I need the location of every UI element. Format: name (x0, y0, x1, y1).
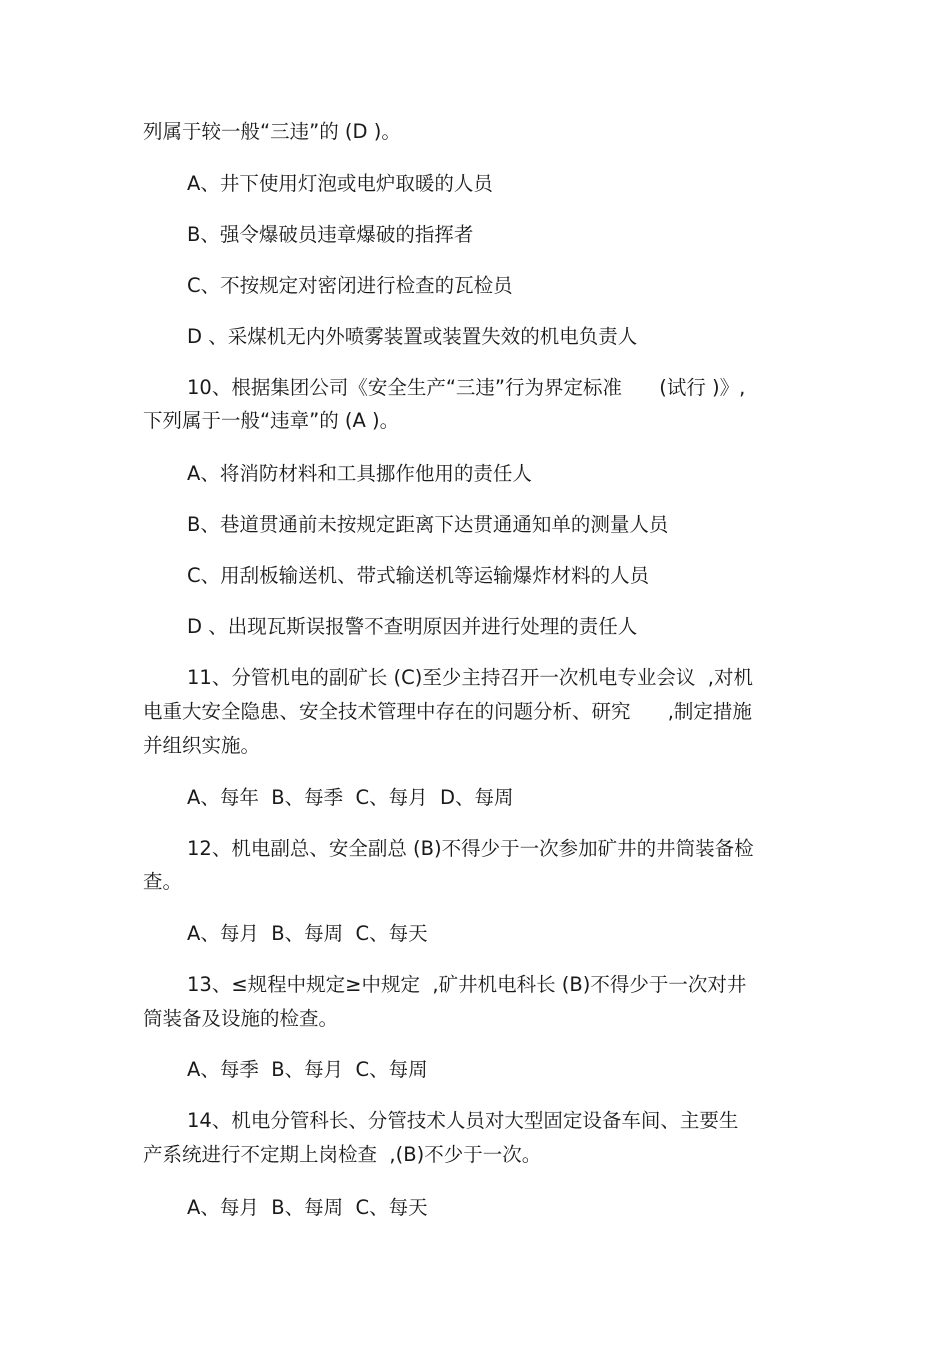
text-line: B、强令爆破员违章爆破的指挥者 (187, 223, 474, 246)
text-line: 并组织实施。 (143, 734, 261, 757)
text-line: 查。 (143, 870, 183, 893)
text-line: 10、根据集团公司《安全生产“三违”行为界定标准 (试行 )》, (187, 376, 746, 399)
text-line: 14、机电分管科长、分管技术人员对大型固定设备车间、主要生 (187, 1109, 739, 1132)
text-line: A、每月 B、每周 C、每天 (187, 922, 428, 945)
text-line: A、每月 B、每周 C、每天 (187, 1196, 428, 1219)
text-line: A、每季 B、每月 C、每周 (187, 1058, 428, 1081)
text-line: D 、采煤机无内外喷雾装置或装置失效的机电负责人 (187, 325, 638, 348)
text-line: B、巷道贯通前未按规定距离下达贯通通知单的测量人员 (187, 513, 669, 536)
text-line: 列属于较一般“三违”的 (D )。 (143, 120, 401, 143)
text-line: 下列属于一般“违章”的 (A )。 (143, 409, 400, 432)
text-line: D 、出现瓦斯误报警不查明原因并进行处理的责任人 (187, 615, 638, 638)
text-line: 产系统进行不定期上岗检查 ,(B)不少于一次。 (143, 1143, 542, 1166)
text-line: 12、机电副总、安全副总 (B)不得少于一次参加矿井的井筒装备检 (187, 837, 754, 860)
text-line: C、不按规定对密闭进行检查的瓦检员 (187, 274, 513, 297)
text-line: 筒装备及设施的检查。 (143, 1007, 339, 1030)
text-line: 13、≤规程中规定≥中规定 ,矿井机电科长 (B)不得少于一次对井 (187, 973, 747, 996)
text-line: A、井下使用灯泡或电炉取暖的人员 (187, 172, 493, 195)
text-line: 11、分管机电的副矿长 (C)至少主持召开一次机电专业会议 ,对机 (187, 666, 753, 689)
text-line: 电重大安全隐患、安全技术管理中存在的问题分析、研究 ,制定措施 (143, 700, 752, 723)
text-line: A、将消防材料和工具挪作他用的责任人 (187, 462, 532, 485)
text-line: C、用刮板输送机、带式输送机等运输爆炸材料的人员 (187, 564, 650, 587)
text-line: A、每年 B、每季 C、每月 D、每周 (187, 786, 514, 809)
